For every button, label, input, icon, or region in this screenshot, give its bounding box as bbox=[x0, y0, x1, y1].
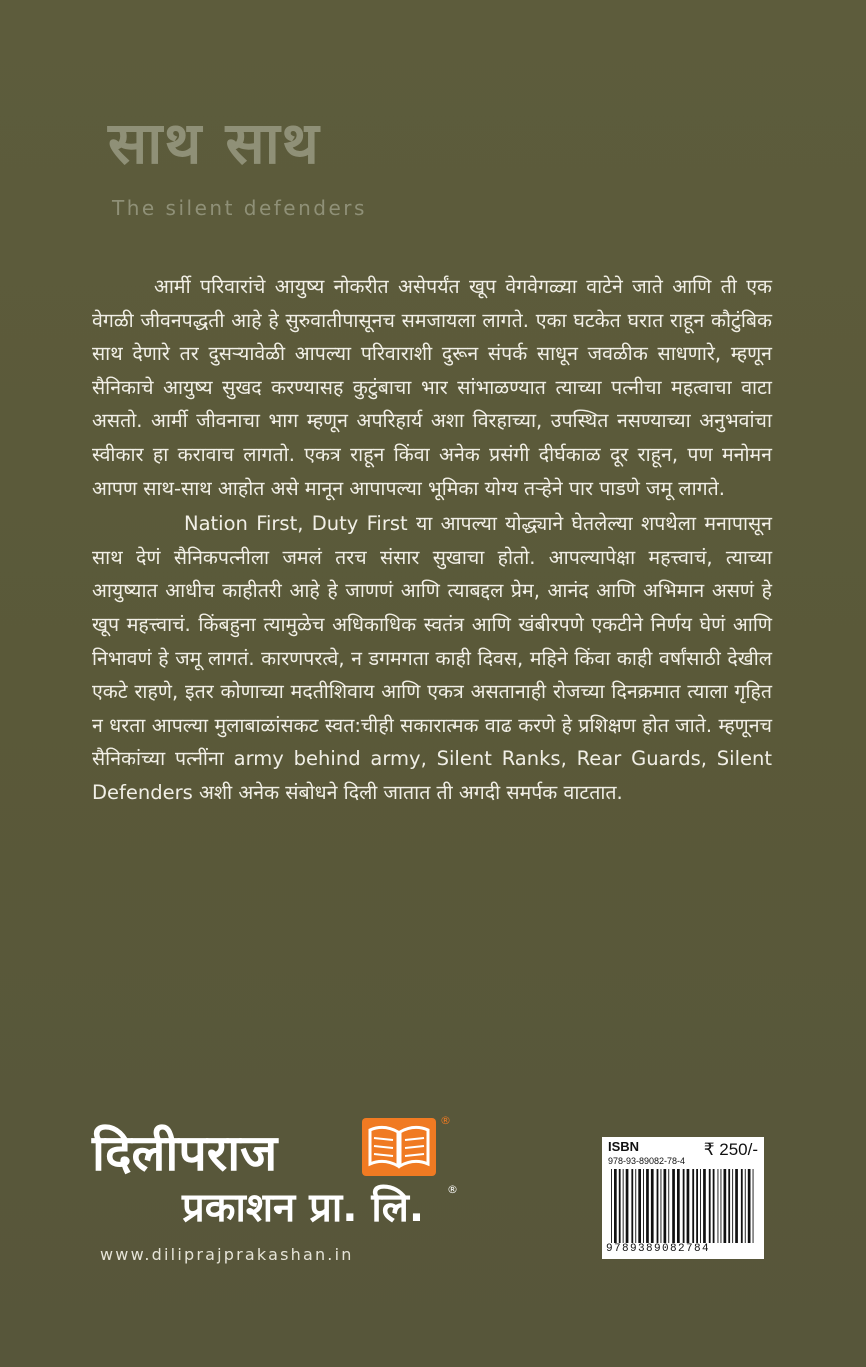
barcode-bars-icon bbox=[610, 1169, 756, 1243]
barcode-bar bbox=[692, 1169, 694, 1243]
barcode-bar bbox=[709, 1169, 711, 1243]
barcode-bar bbox=[703, 1169, 706, 1243]
publisher-website: www.diliprajprakashan.in bbox=[100, 1245, 354, 1264]
book-subtitle: The silent defenders bbox=[112, 196, 367, 220]
barcode-bar bbox=[638, 1169, 641, 1243]
barcode-bar bbox=[631, 1169, 633, 1243]
barcode-bar bbox=[657, 1169, 659, 1243]
barcode-bar bbox=[672, 1169, 675, 1243]
isbn-label: ISBN bbox=[608, 1139, 640, 1154]
barcode-bar bbox=[748, 1169, 751, 1243]
barcode-bar bbox=[664, 1169, 667, 1243]
barcode-bar bbox=[753, 1169, 754, 1243]
barcode-bar bbox=[668, 1169, 669, 1243]
barcode-bar bbox=[696, 1169, 698, 1243]
price-label: ₹ 250/- bbox=[703, 1140, 758, 1159]
isbn-number: 978-93-89082-78-4 bbox=[608, 1156, 686, 1166]
barcode-bar bbox=[614, 1169, 617, 1243]
barcode-bar bbox=[724, 1169, 727, 1243]
barcode-bar bbox=[651, 1169, 654, 1243]
isbn-barcode bbox=[602, 1137, 764, 1259]
open-book-icon bbox=[360, 1116, 438, 1178]
barcode-bar bbox=[626, 1169, 629, 1243]
barcode-bar bbox=[643, 1169, 644, 1243]
barcode-bar bbox=[741, 1169, 743, 1243]
barcode-bar bbox=[611, 1169, 612, 1243]
barcode-bar bbox=[745, 1169, 746, 1243]
blurb-text bbox=[92, 270, 772, 810]
barcode-bar bbox=[713, 1169, 715, 1243]
barcode-bar bbox=[683, 1169, 685, 1243]
registered-mark-icon: ® bbox=[447, 1183, 458, 1196]
barcode-bar bbox=[735, 1169, 738, 1243]
publisher-name-line2: प्रकाशन प्रा. लि. bbox=[182, 1185, 425, 1231]
barcode-bar bbox=[623, 1169, 624, 1243]
barcode-bar bbox=[718, 1169, 719, 1243]
barcode-bar bbox=[700, 1169, 701, 1243]
barcode-bar bbox=[661, 1169, 662, 1243]
barcode-bar bbox=[619, 1169, 621, 1243]
barcode-bar bbox=[687, 1169, 690, 1243]
barcode-bar bbox=[635, 1169, 636, 1243]
barcode-bar bbox=[732, 1169, 733, 1243]
blurb-paragraph-1: आर्मी परिवारांचे आयुष्य नोकरीत असेपर्यंत खूप वेगवेगळ्या वाटेने जाते आणि ती एक वेगळी जीवनपद्धती आहे हे सुरुवातीपासूनच समजायला लागते. एका घटकेत घरात राहून कौटुंबिक साथ देणारे तर दुसऱ्यावेळी आपल्या परिवाराशी दुरून संपर्क साधून जवळीक साधणारे, म्हणून सैनिकाचे आयुष्य सुखद करण्यासह कुटुंबाचा भार सांभाळण्यात त्याच्या पत्नीचा महत्वाचा वाटा असतो. आर्मी जीवनाचा भाग म्हणून अपरिहार्य अशा विरहाच्या, उपस्थित नसण्याच्या अनुभवांचा स्वीकार हा करावाच लागतो. एकत्र राहून किंवा अनेक प्रसंगी दीर्घकाळ दूर राहून, पण मनोमन आपण साथ-साथ आहोत असे मानून आपापल्या भूमिका योग्य तऱ्हेने पार पाडणे जमू लागते. bbox=[92, 275, 772, 500]
barcode-bar bbox=[677, 1169, 680, 1243]
book-title: साथ साथ bbox=[108, 109, 321, 177]
barcode-digits: 9789389082784 bbox=[606, 1243, 711, 1255]
registered-mark-icon: ® bbox=[440, 1114, 451, 1127]
barcode-bar bbox=[721, 1169, 722, 1243]
barcode-bar bbox=[728, 1169, 730, 1243]
blurb-paragraph-2: Nation First, Duty First या आपल्या योद्ध्याने घेतलेल्या शपथेला मनापासून साथ देणं सैनिकपत्नीला जमलं तरच संसार सुखाचा होतो. आपल्यापेक्षा महत्त्वाचं, त्याच्या आयुष्यात आधीच काहीतरी आहे हे जाणणं आणि त्याबद्दल प्रेम, आनंद आणि अभिमान असणं हे खूप महत्त्वाचं. किंबहुना त्यामुळेच अधिकाधिक स्वतंत्र आणि खंबीरपणे एकटीने निर्णय घेणं आणि निभावणं हे जमू लागतं. कारणपरत्वे, न डगमगता काही दिवस, महिने किंवा काही वर्षांसाठी देखील एकटे राहणे, इतर कोणाच्या मदतीशिवाय आणि एकत्र असतानाही रोजच्या दिनक्रमात त्याला गृहित न धरता आपल्या मुलाबाळांसकट स्वत:चीही सकारात्मक वाढ करणे हे प्रशिक्षण होत जाते. म्हणूनच सैनिकांच्या पत्नींना army behind army, Silent Ranks, Rear Guards, Silent Defenders अशी अनेक संबोधने दिली जातात ती अगदी समर्पक वाटतात. bbox=[92, 512, 772, 804]
barcode-bar bbox=[646, 1169, 649, 1243]
publisher-name-line1: दिलीपराज bbox=[92, 1124, 278, 1182]
